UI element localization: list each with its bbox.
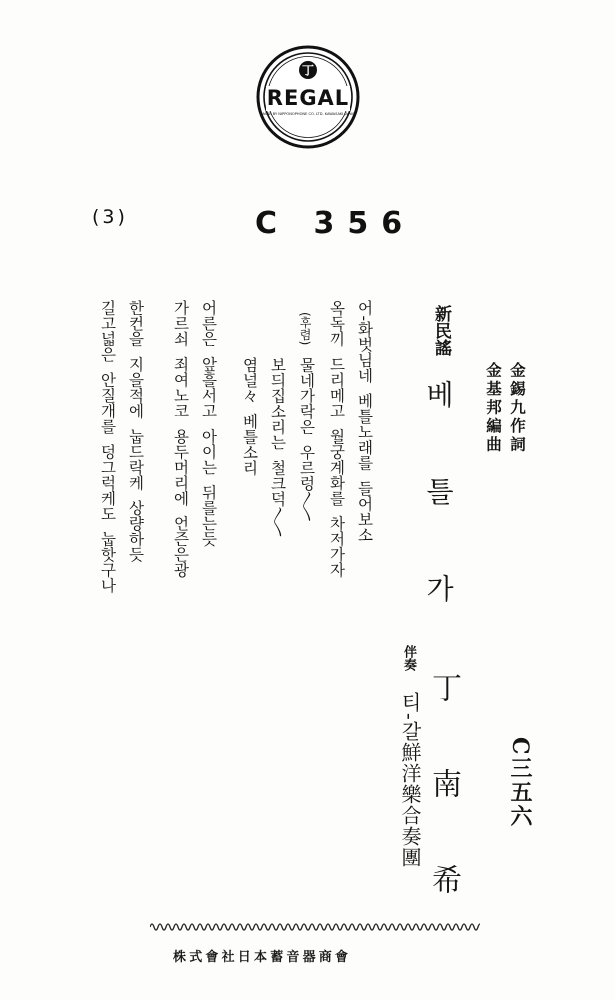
- song-title: 베 틀 가: [422, 380, 455, 632]
- lyric-line: 가르쇠 죄여노코 용두머리에 언즌은광: [171, 300, 190, 578]
- song-category: 新民謠: [431, 305, 451, 356]
- lyric-line: 옥독끼 드리메고 월궁계화를 차저가자: [327, 300, 346, 578]
- wavy-divider: [150, 920, 480, 934]
- publisher-footer: 株式會社日本蓄音器商會: [173, 950, 352, 965]
- logo-mark: 丁: [301, 63, 315, 78]
- lyric-line: 염널々 베틀소리: [240, 357, 259, 476]
- catalog-number: C 356: [255, 206, 416, 241]
- lyric-line: 어른은 앞흘서고 아이는 뒤를는듯: [199, 300, 218, 547]
- accompaniment-label: 伴奏: [401, 645, 416, 671]
- composer-credit: 金基邦編曲: [484, 362, 503, 455]
- lyric-line: 길고넓은 안질개를 덩그럭케도 눕핫구나: [98, 300, 117, 594]
- lyric-line: 한컨을 지을적에 눕드락케 상량하듯: [126, 300, 145, 563]
- regal-logo: [256, 45, 360, 149]
- singer-name: 丁南希: [426, 672, 461, 960]
- lyric-line: 어-화벗님네 베틀노래를 들어보소: [355, 300, 374, 543]
- lyric-line: 물네가락은 우르렁〳〵: [297, 357, 316, 522]
- record-number: (3): [92, 206, 128, 228]
- lyricist-credit: 金錫九作詞: [508, 362, 527, 455]
- logo-fine-print: MADE BY NIPPONOPHONE CO. LTD. KAWASAKI JAPAN: [260, 112, 356, 116]
- chorus-label: (후렴): [298, 312, 312, 346]
- lyric-line: 보듸집소리는 철크덕〳〵: [268, 357, 287, 538]
- brand-name: REGAL: [266, 86, 350, 110]
- regal-label-icon: [256, 45, 360, 149]
- accompaniment-ensemble: 티-갈鮮洋樂合奏團: [398, 692, 422, 868]
- catalog-number-vertical: C三五六: [507, 737, 533, 829]
